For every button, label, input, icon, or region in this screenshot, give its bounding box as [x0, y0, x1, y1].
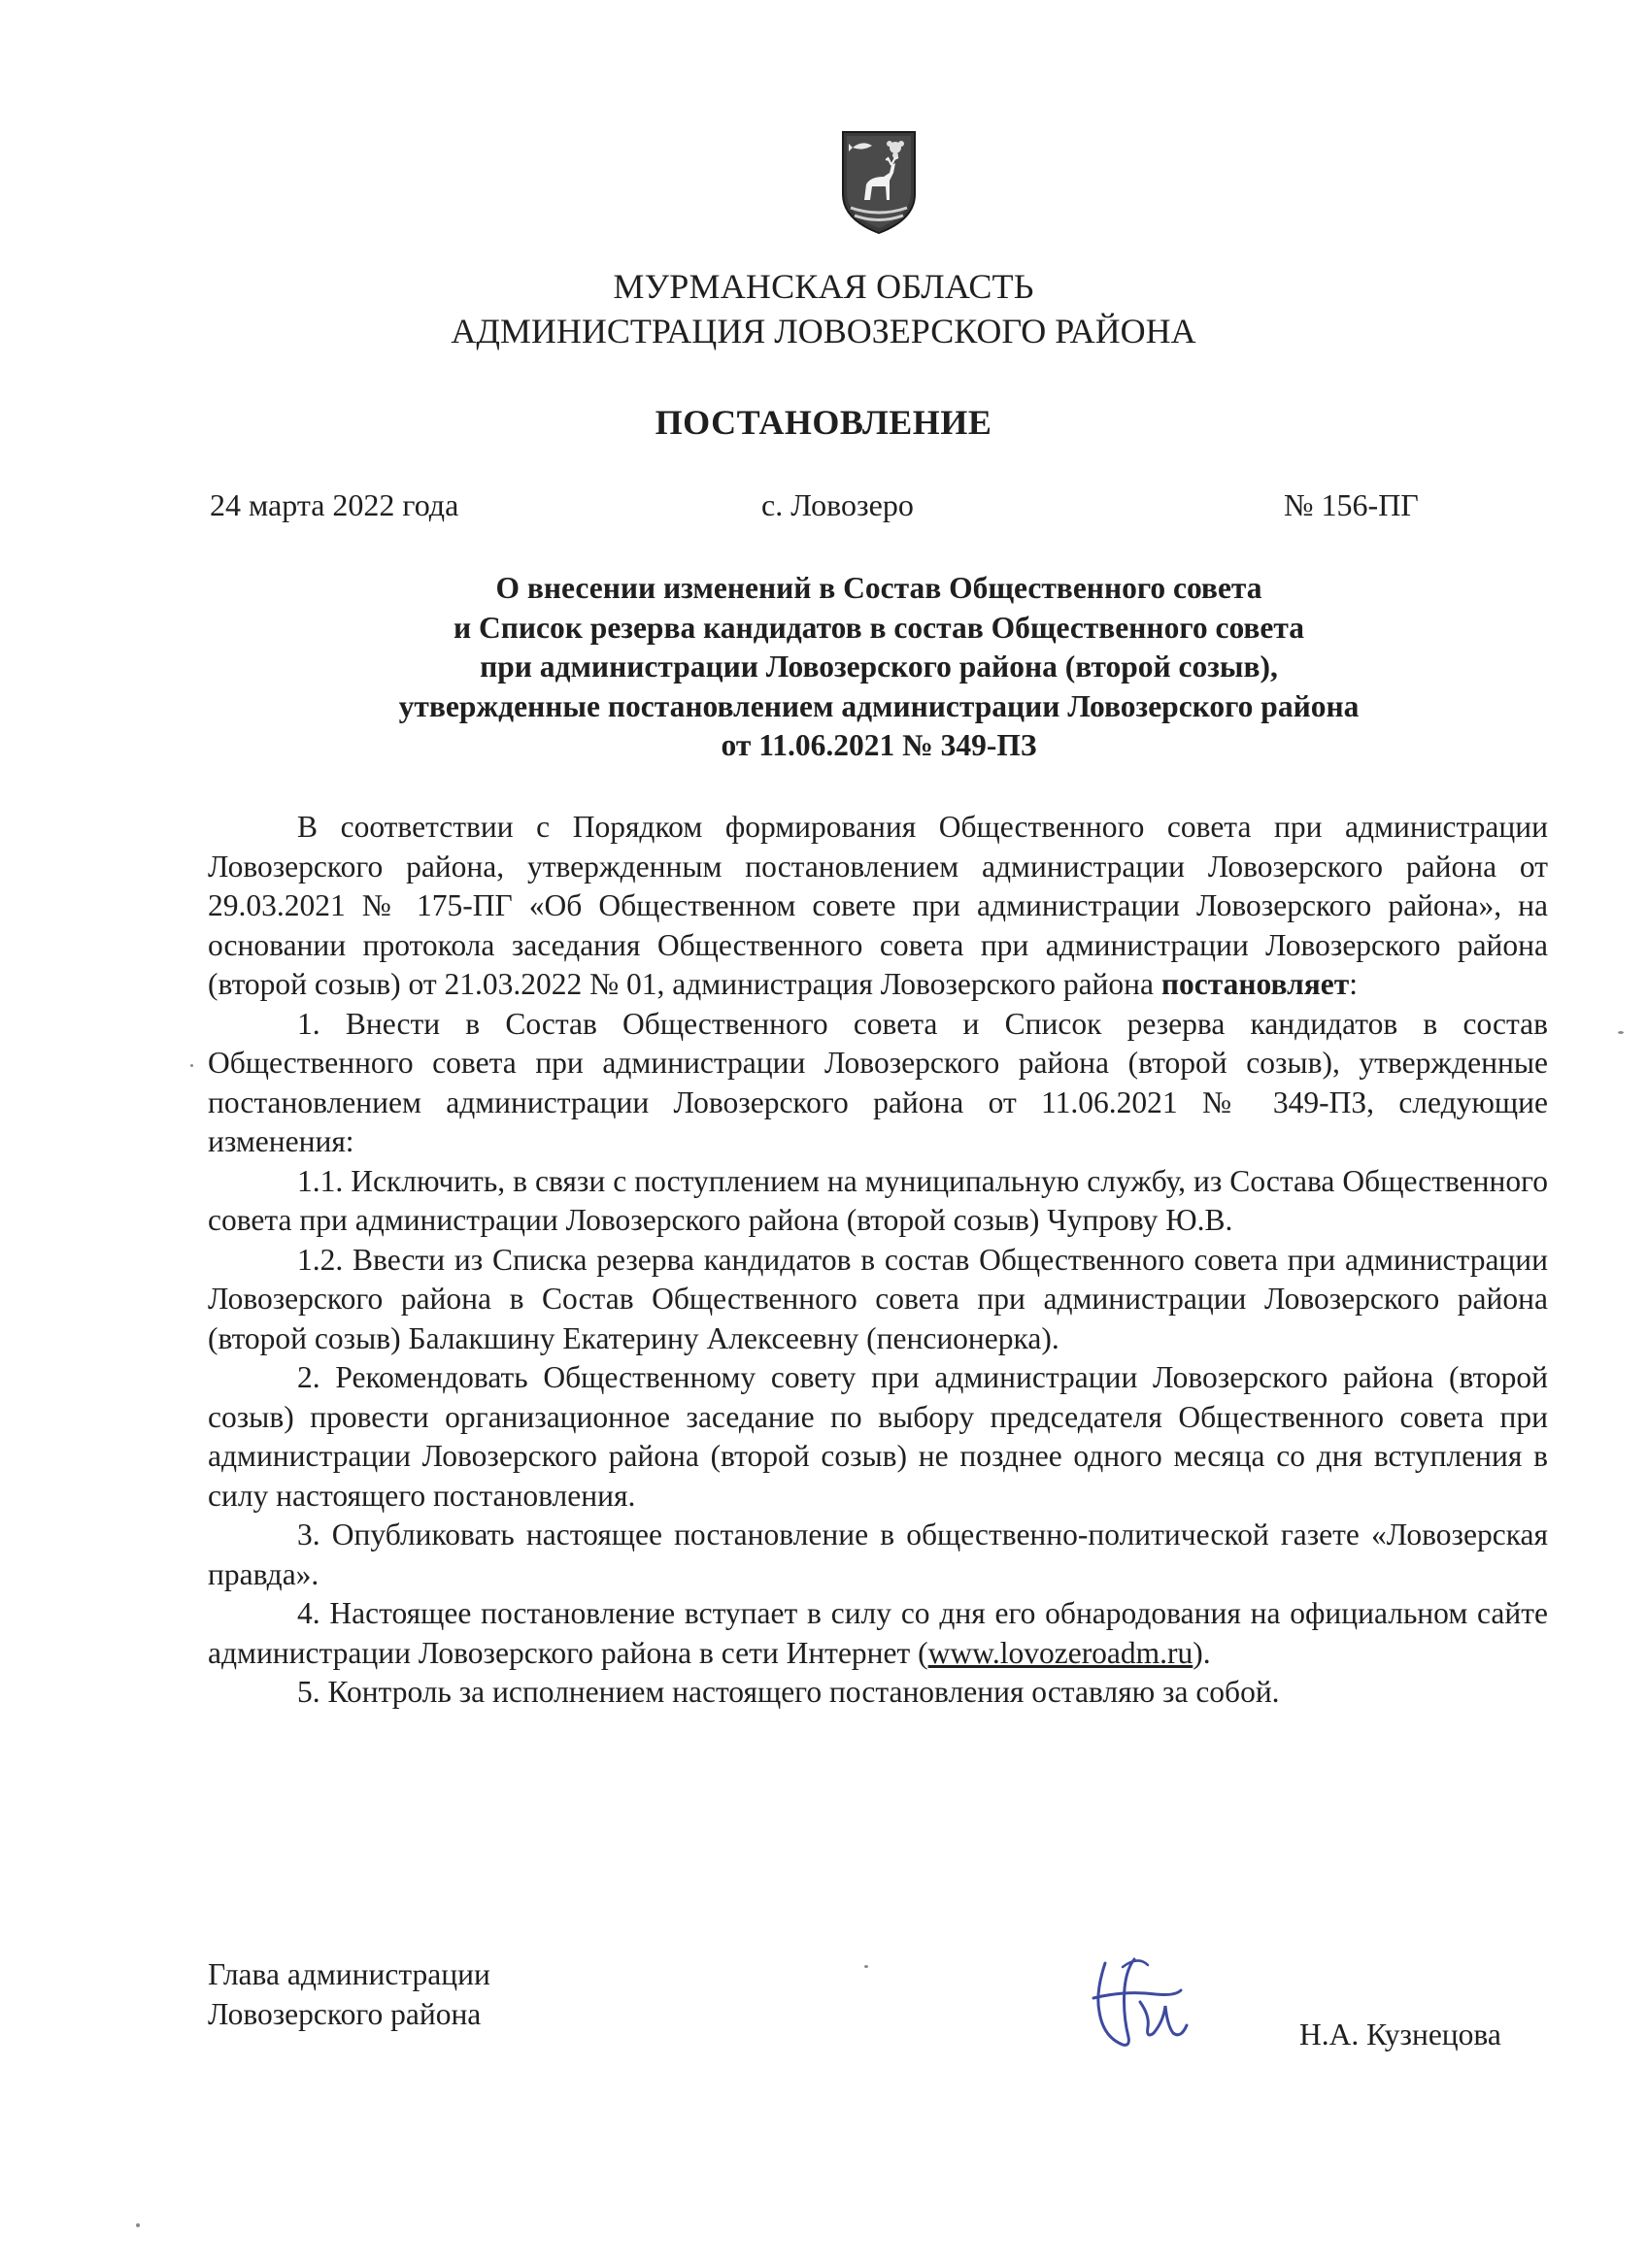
subject-line: О внесении изменений в Состав Общественного совета [495, 571, 1262, 605]
subject-line: при администрации Ловозерского района (второй созыв), [480, 650, 1278, 684]
administration-title: АДМИНИСТРАЦИЯ ЛОВОЗЕРСКОГО РАЙОНА [451, 312, 1196, 350]
signatory-name: Н.А. Кузнецова [1299, 2018, 1501, 2051]
item-4-text: 4. Настоящее постановление вступает в силу со дня его обнародования на официальном сайте администрации Ловозерского района в сети Интернет ( [208, 1596, 1548, 1670]
item-4-paragraph [208, 1594, 1548, 1673]
scan-speck [864, 1965, 868, 1968]
document-subject [208, 569, 1550, 766]
scan-speck [190, 1064, 193, 1067]
signatory-position-line: Ловозерского района [208, 1996, 482, 2031]
item-4-end: ). [1193, 1635, 1211, 1670]
item-5-paragraph: 5. Контроль за исполнением настоящего постановления оставляю за собой. [297, 1675, 1280, 1709]
handwritten-signature-icon [1066, 1944, 1200, 2058]
preamble-decision-word: постановляет [1160, 967, 1350, 1001]
document-number: № 156-ПГ [1284, 487, 1419, 522]
item-1-1-paragraph: 1.1. Исключить, в связи с поступлением на муниципальную службу, из Состава Общественного совета при администрации Ловозерского района (второй созыв) Чупрову Ю.В. [208, 1163, 1548, 1237]
website-link[interactable]: www.lovozeroadm.ru [927, 1635, 1193, 1670]
scan-speck [1618, 1031, 1624, 1034]
document-body [208, 808, 1548, 1713]
item-3-paragraph: 3. Опубликовать настоящее постановление в общественно-политической газете «Ловозерская правда». [208, 1518, 1548, 1591]
item-2-paragraph: 2. Рекомендовать Общественному совету при администрации Ловозерского района (второй созыв) провести организационное заседание по выбору председателя Общественного совета при администрации Ловозерского района (второй созыв) не позднее одного месяца со дня вступления в силу настоящего постановления. [208, 1360, 1548, 1513]
document-date: 24 марта 2022 года [210, 487, 459, 522]
scan-speck [136, 2223, 140, 2227]
subject-line: от 11.06.2021 № 349-ПЗ [721, 728, 1037, 762]
preamble-text: В соответствии с Порядком формирования Общественного совета при администрации Ловозерского района, утвержденным постановлением администрации Ловозерского района от 29.03.2021 № 175-ПГ «Об Общественном совете при администрации Ловозерского района», на основании протокола заседания Общественного совета при администрации Ловозерского района (второй созыв) от 21.03.2022 № 01, администрация Ловозерского района [208, 810, 1548, 1001]
signatory-position [208, 1955, 490, 2034]
item-1-2-paragraph: 1.2. Ввести из Списка резерва кандидатов в состав Общественного совета при администрации Ловозерского района в Состав Общественного совета при администрации Ловозерского района (второй созыв) Балакшину Екатерину Алексеевну (пенсионерка). [208, 1242, 1548, 1355]
subject-line: и Список резерва кандидатов в состав Общественного совета [453, 610, 1305, 645]
coat-of-arms-icon [841, 130, 917, 235]
subject-line: утвержденные постановлением администрации Ловозерского района [398, 688, 1360, 723]
region-title: МУРМАНСКАЯ ОБЛАСТЬ [613, 267, 1034, 306]
signatory-position-line: Глава администрации [208, 1957, 490, 1991]
preamble-end: : [1349, 967, 1359, 1001]
document-type-title: ПОСТАНОВЛЕНИЕ [655, 403, 992, 442]
document-place: с. Ловозеро [761, 487, 914, 522]
preamble-paragraph [208, 808, 1548, 1005]
item-1-paragraph: 1. Внести в Состав Общественного совета и Список резерва кандидатов в состав Общественного совета при администрации Ловозерского района (второй созыв), утвержденные постановлением администрации Ловозерского района от 11.06.2021 № 349-ПЗ, следующие изменения: [208, 1006, 1548, 1158]
